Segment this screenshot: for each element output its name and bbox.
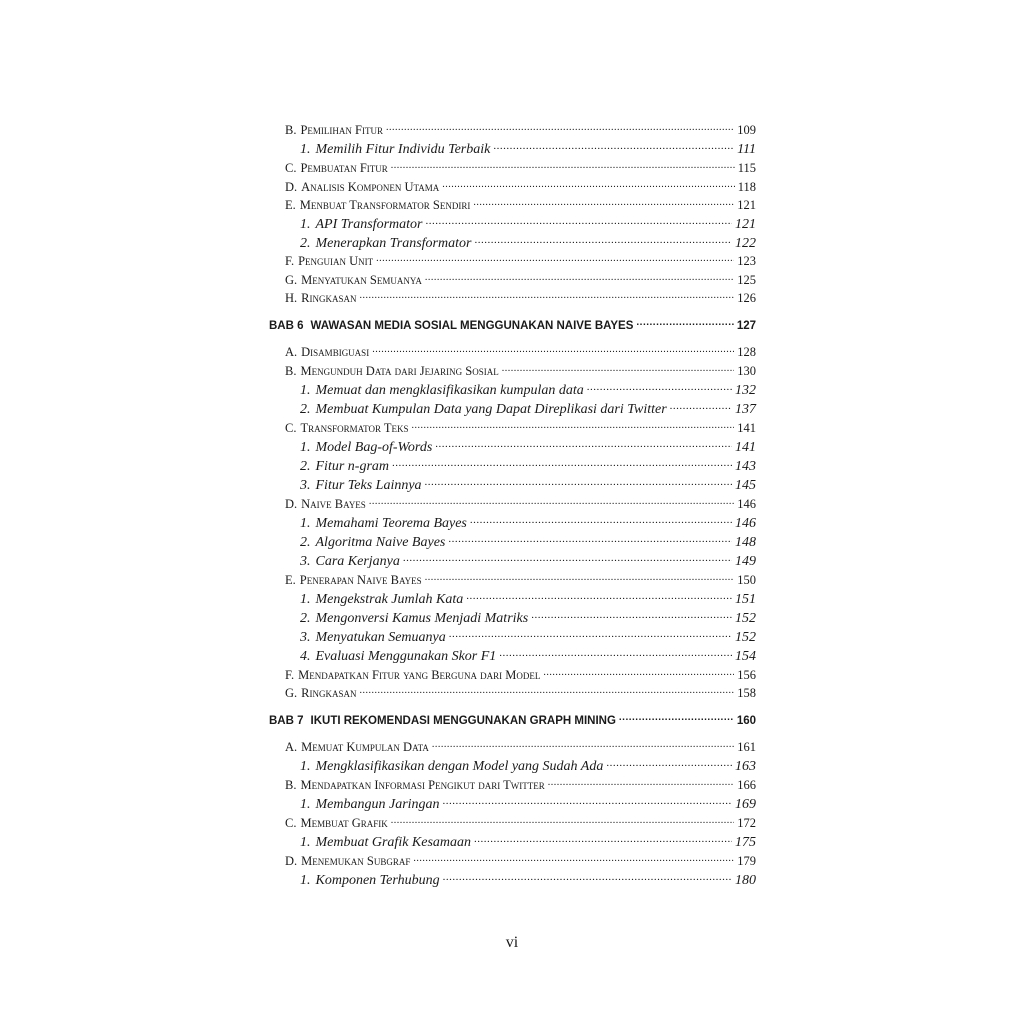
toc-entry-number: 1. xyxy=(300,759,311,774)
dot-leader xyxy=(619,712,734,724)
toc-section-entry xyxy=(285,271,756,288)
toc-entry-page: 122 xyxy=(735,236,756,251)
toc-subsection-entry xyxy=(300,456,756,475)
toc-entry-page: 126 xyxy=(737,290,756,305)
dot-leader xyxy=(443,794,732,808)
toc-entry-title: Naive Bayes xyxy=(301,496,366,511)
dot-leader xyxy=(425,271,734,284)
toc-subsection-entry xyxy=(300,475,756,494)
dot-leader xyxy=(448,532,732,546)
toc-entry-number: 2. xyxy=(300,402,311,417)
toc-entry-number: 2. xyxy=(300,236,311,251)
toc-entry-page: 148 xyxy=(735,535,756,550)
dot-leader xyxy=(466,589,732,603)
toc-entry-number: B. xyxy=(285,363,297,378)
dot-leader xyxy=(391,159,735,172)
toc-subsection-entry xyxy=(300,532,756,551)
toc-entry-page: 143 xyxy=(735,459,756,474)
page-number: vi xyxy=(505,934,519,951)
toc-entry-page: 141 xyxy=(737,420,756,435)
toc-entry-number: C. xyxy=(285,160,297,175)
toc-entry-title: Menyatukan Semuanya xyxy=(301,272,422,287)
toc-section-entry xyxy=(285,571,756,588)
dot-leader xyxy=(413,852,734,865)
toc-entry-number: E. xyxy=(285,197,296,212)
toc-entry-title: Memuat dan mengklasifikasikan kumpulan data xyxy=(315,383,584,398)
dot-leader xyxy=(425,214,732,228)
toc-entry-title: Mengklasifikasikan dengan Model yang Sudah Ada xyxy=(315,759,604,774)
toc-section-entry xyxy=(285,419,756,436)
toc-entry-title: Transformator Teks xyxy=(300,420,409,435)
toc-entry-number: 4. xyxy=(300,649,311,664)
toc-entry-page: 161 xyxy=(737,739,756,754)
toc-entry-title: Menerapkan Transformator xyxy=(315,236,472,251)
dot-leader xyxy=(606,756,732,770)
toc-entry-title: Ringkasan xyxy=(301,685,357,700)
toc-section-entry xyxy=(285,121,756,138)
dot-leader xyxy=(543,666,734,679)
dot-leader xyxy=(432,738,734,751)
toc-section-entry xyxy=(285,343,756,360)
toc-entry-page: 132 xyxy=(735,383,756,398)
toc-entry-number: F. xyxy=(285,667,295,682)
dot-leader xyxy=(369,495,734,508)
toc-entry-page: 158 xyxy=(737,685,756,700)
dot-leader xyxy=(391,814,735,827)
toc-entry-page: 172 xyxy=(737,815,756,830)
toc-entry-number: 1. xyxy=(300,440,311,455)
toc-entry-title: Memahami Teorema Bayes xyxy=(315,516,467,531)
dot-leader xyxy=(670,399,732,413)
toc-entry-page: 166 xyxy=(737,777,756,792)
toc-entry-page: 125 xyxy=(737,272,756,287)
toc-subsection-entry xyxy=(300,627,756,646)
toc-entry-page: 179 xyxy=(737,853,756,868)
toc-entry-page: 169 xyxy=(735,797,756,812)
toc-section-entry xyxy=(285,362,756,379)
toc-entry-page: 154 xyxy=(735,649,756,664)
toc-entry-number: 1. xyxy=(300,217,311,232)
toc-entry-page: 109 xyxy=(737,122,756,137)
toc-entry-page: 150 xyxy=(737,572,756,587)
toc-section-entry xyxy=(285,178,756,195)
toc-chapter-number: BAB 6 xyxy=(269,319,304,332)
dot-leader xyxy=(442,178,734,191)
dot-leader xyxy=(360,289,735,302)
dot-leader xyxy=(470,513,732,527)
toc-entry-number: 1. xyxy=(300,142,311,157)
toc-entry-title: Pembuatan Fitur xyxy=(300,160,388,175)
toc-entry-title: Menemukan Subgraf xyxy=(301,853,411,868)
toc-entry-page: 151 xyxy=(735,592,756,607)
toc-entry-number: B. xyxy=(285,777,297,792)
dot-leader xyxy=(443,870,732,884)
toc-entry-number: B. xyxy=(285,122,297,137)
toc-subsection-entry xyxy=(300,139,756,158)
toc-section-entry xyxy=(285,159,756,176)
dot-leader xyxy=(493,139,734,153)
toc-entry-page: 118 xyxy=(737,179,756,194)
toc-entry-number: D. xyxy=(285,853,298,868)
toc-subsection-entry xyxy=(300,233,756,252)
toc-section-entry xyxy=(285,776,756,793)
toc-section-entry xyxy=(285,684,756,701)
toc-entry-number: C. xyxy=(285,815,297,830)
toc-entry-title: Cara Kerjanya xyxy=(315,554,400,569)
toc-section-entry xyxy=(285,289,756,306)
dot-leader xyxy=(499,646,732,660)
toc-entry-number: 3. xyxy=(300,630,311,645)
toc-entry-page: 180 xyxy=(735,873,756,888)
toc-entry-number: 1. xyxy=(300,383,311,398)
toc-entry-page: 115 xyxy=(737,160,756,175)
toc-entry-page: 145 xyxy=(735,478,756,493)
toc-chapter-entry xyxy=(269,712,756,727)
toc-subsection-entry xyxy=(300,832,756,851)
dot-leader xyxy=(435,437,732,451)
dot-leader xyxy=(425,571,735,584)
dot-leader xyxy=(403,551,732,565)
toc-subsection-entry xyxy=(300,380,756,399)
dot-leader xyxy=(587,380,732,394)
toc-entry-number: H. xyxy=(285,290,298,305)
toc-entry-title: Penguian Unit xyxy=(298,253,374,268)
toc-entry-title: Model Bag-of-Words xyxy=(315,440,433,455)
toc-entry-title: Membangun Jaringan xyxy=(315,797,440,812)
dot-leader xyxy=(372,343,734,356)
dot-leader xyxy=(474,832,732,846)
toc-entry-number: 2. xyxy=(300,535,311,550)
toc-entry-number: 2. xyxy=(300,459,311,474)
toc-entry-title: Penerapan Naive Bayes xyxy=(299,572,422,587)
toc-entry-title: Ringkasan xyxy=(301,290,357,305)
toc-entry-title: Fitur Teks Lainnya xyxy=(315,478,422,493)
dot-leader xyxy=(412,419,735,432)
toc-entry-number: A. xyxy=(285,739,298,754)
toc-entry-title: Disambiguasi xyxy=(301,344,370,359)
toc-subsection-entry xyxy=(300,756,756,775)
dot-leader xyxy=(425,475,732,489)
toc-entry-title: Menbuat Transformator Sendiri xyxy=(299,197,471,212)
toc-entry-page: 127 xyxy=(736,319,756,332)
toc-entry-page: 175 xyxy=(735,835,756,850)
toc-chapter-number: BAB 7 xyxy=(269,714,304,727)
toc-entry-title: Menyatukan Semuanya xyxy=(315,630,446,645)
dot-leader xyxy=(386,121,734,134)
toc-entry-title: Komponen Terhubung xyxy=(315,873,440,888)
toc-subsection-entry xyxy=(300,399,756,418)
toc-chapter-title: IKUTI REKOMENDASI MENGGUNAKAN GRAPH MINING xyxy=(310,714,616,727)
toc-entry-title: Pemilihan Fitur xyxy=(300,122,383,137)
dot-leader xyxy=(392,456,732,470)
toc-entry-page: 141 xyxy=(735,440,756,455)
toc-entry-number: C. xyxy=(285,420,297,435)
toc-section-entry xyxy=(285,814,756,831)
toc-entry-number: 1. xyxy=(300,835,311,850)
toc-entry-page: 128 xyxy=(737,344,756,359)
toc-subsection-entry xyxy=(300,646,756,665)
toc-entry-page: 121 xyxy=(737,197,756,212)
toc-section-entry xyxy=(285,495,756,512)
toc-entry-title: Membuat Grafik xyxy=(300,815,388,830)
toc-entry-number: 2. xyxy=(300,611,311,626)
dot-leader xyxy=(531,608,732,622)
dot-leader xyxy=(449,627,732,641)
toc-entry-number: 3. xyxy=(300,478,311,493)
toc-section-entry xyxy=(285,666,756,683)
dot-leader xyxy=(376,252,734,265)
dot-leader xyxy=(636,317,733,329)
toc-entry-number: F. xyxy=(285,253,295,268)
toc-subsection-entry xyxy=(300,589,756,608)
dot-leader xyxy=(473,196,734,209)
toc-entry-page: 130 xyxy=(737,363,756,378)
toc-entry-page: 146 xyxy=(735,516,756,531)
toc-entry-page: 152 xyxy=(735,611,756,626)
toc-entry-number: E. xyxy=(285,572,296,587)
toc-entry-title: Evaluasi Menggunakan Skor F1 xyxy=(315,649,497,664)
toc-entry-title: Memilih Fitur Individu Terbaik xyxy=(315,142,491,157)
toc-entry-page: 146 xyxy=(737,496,756,511)
toc-entry-page: 121 xyxy=(735,217,756,232)
toc-entry-title: Mendapatkan Fitur yang Berguna dari Model xyxy=(298,667,541,682)
toc-subsection-entry xyxy=(300,794,756,813)
toc-entry-page: 156 xyxy=(737,667,756,682)
toc-entry-number: 1. xyxy=(300,873,311,888)
toc-entry-title: Mengekstrak Jumlah Kata xyxy=(315,592,464,607)
toc-entry-title: Memuat Kumpulan Data xyxy=(301,739,429,754)
toc-entry-page: 111 xyxy=(737,142,756,157)
toc-entry-title: Membuat Grafik Kesamaan xyxy=(315,835,472,850)
toc-entry-page: 123 xyxy=(737,253,756,268)
toc-section-entry xyxy=(285,852,756,869)
dot-leader xyxy=(502,362,735,375)
toc-subsection-entry xyxy=(300,214,756,233)
toc-subsection-entry xyxy=(300,513,756,532)
toc-entry-number: 1. xyxy=(300,592,311,607)
toc-section-entry xyxy=(285,252,756,269)
toc-entry-number: A. xyxy=(285,344,298,359)
toc-entry-number: G. xyxy=(285,685,298,700)
dot-leader xyxy=(360,684,735,697)
toc-section-entry xyxy=(285,738,756,755)
toc-entry-title: Membuat Kumpulan Data yang Dapat Direplikasi dari Twitter xyxy=(315,402,667,417)
toc-entry-title: Algoritma Naive Bayes xyxy=(315,535,446,550)
toc-subsection-entry xyxy=(300,437,756,456)
toc-subsection-entry xyxy=(300,870,756,889)
toc-entry-page: 137 xyxy=(735,402,756,417)
toc-entry-title: Analisis Komponen Utama xyxy=(301,179,440,194)
dot-leader xyxy=(474,233,732,247)
toc-entry-page: 152 xyxy=(735,630,756,645)
toc-entry-page: 160 xyxy=(736,714,756,727)
toc-entry-number: 1. xyxy=(300,516,311,531)
toc-entry-page: 149 xyxy=(735,554,756,569)
toc-entry-title: API Transformator xyxy=(315,217,423,232)
toc-entry-title: Mengunduh Data dari Jejaring Sosial xyxy=(300,363,499,378)
toc-entry-number: 3. xyxy=(300,554,311,569)
toc-subsection-entry xyxy=(300,551,756,570)
toc-entry-number: G. xyxy=(285,272,298,287)
toc-entry-page: 163 xyxy=(735,759,756,774)
toc-entry-number: 1. xyxy=(300,797,311,812)
toc-chapter-entry xyxy=(269,317,756,332)
toc-entry-title: Mengonversi Kamus Menjadi Matriks xyxy=(315,611,529,626)
toc-entry-number: D. xyxy=(285,496,298,511)
toc-section-entry xyxy=(285,196,756,213)
toc-chapter-title: WAWASAN MEDIA SOSIAL MENGGUNAKAN NAIVE BAYES xyxy=(310,319,634,332)
toc-entry-title: Mendapatkan Informasi Pengikut dari Twitter xyxy=(300,777,545,792)
toc-entry-title: Fitur n-gram xyxy=(315,459,389,474)
toc-entry-number: D. xyxy=(285,179,298,194)
toc-subsection-entry xyxy=(300,608,756,627)
dot-leader xyxy=(548,776,734,789)
